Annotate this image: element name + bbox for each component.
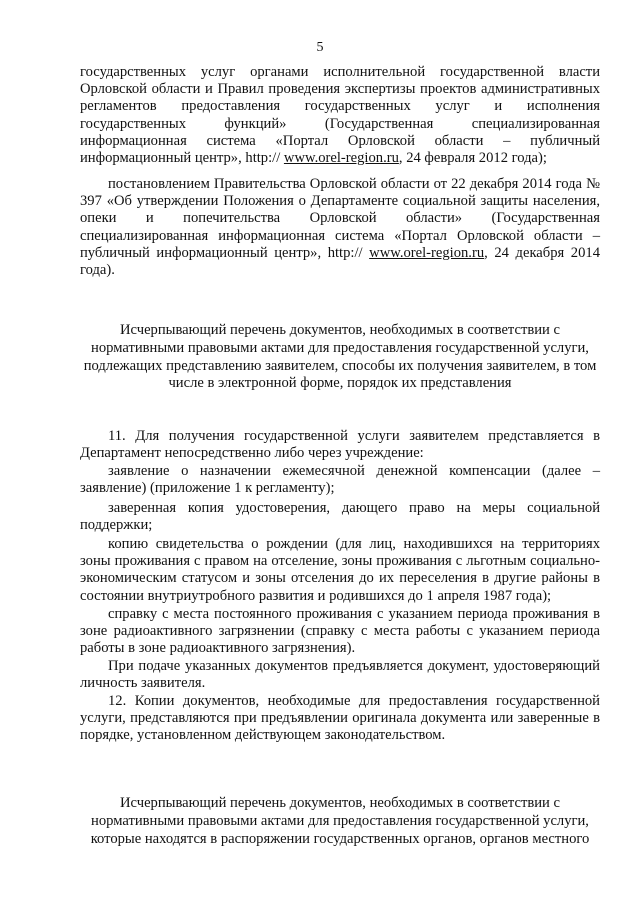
paragraph-regulation-rules [80,64,600,167]
page-number: 5 [316,40,324,55]
website-link[interactable]: www.orel-region.ru [369,244,485,261]
paragraph-government-resolution [80,176,600,279]
website-link[interactable]: www.orel-region.ru [283,150,399,167]
paragraph-item-12: 12. Копии документов, необходимые для предоставления государственной услуги, представляются при предъявлении оригинала документа или заверенные в порядке, установленном действующем законодательством. [80,693,600,744]
paragraph-text: постановлением Правительства Орловской области от 22 декабря 2014 года № 397 «Об утверждении Положения о Департаменте социальной защиты населения, опеки и попечительства Орловской области» (Государственная специализированная информационная система «Портал Орловской области – публичный информационный центр», http:// [80,176,600,261]
section-heading-documents: Исчерпывающий перечень документов, необходимых в соответствии с нормативными правовыми актами для предоставления государственной услуги, подлежащих представлению заявителем, способы их получения заявителем, в том числе в электронной форме, порядок их представления [83,322,597,392]
paragraph-text: , 24 декабря 2014 года). [80,244,600,279]
section-heading-documents-in-possession: Исчерпывающий перечень документов, необходимых в соответствии с нормативными правовыми актами для предоставления государственной услуги, которые находятся в распоряжении государственных органов, органов местного [90,795,590,847]
paragraph-birth-certificate: копию свидетельства о рождении (для лиц, находившихся на территориях зоны проживания с правом на отселение, зоны проживания с льготным социально-экономическим статусом и зоны отселения до их переселения в другие районы в состоянии внутриутробного развития и родившихся до 1 апреля 1987 года); [80,536,600,604]
paragraph-application: заявление о назначении ежемесячной денежной компенсации (далее – заявление) (приложение 1 к регламенту); [80,463,600,497]
paragraph-certificate-copy: заверенная копия удостоверения, дающего право на меры социальной поддержки; [80,500,600,534]
paragraph-item-11: 11. Для получения государственной услуги заявителем представляется в Департамент непосредственно либо через учреждение: [80,428,600,462]
paragraph-identity-document: При подаче указанных документов предъявляется документ, удостоверяющий личность заявителя. [80,658,600,692]
paragraph-residence-reference: справку с места постоянного проживания с указанием периода проживания в зоне радиоактивного загрязнении (справку с места работы с указанием периода работы в зоне радиоактивного загрязнения). [80,606,600,657]
paragraph-text: государственных услуг органами исполнительной государственной власти Орловской области и Правил проведения экспертизы проектов административных регламентов предоставления государственных услуг и исполнения государственных функций» (Государственная специализированная информационная система «Портал Орловской области – публичный информационный центр», http:// [80,64,600,167]
paragraph-text: , 24 февраля 2012 года); [398,150,547,167]
